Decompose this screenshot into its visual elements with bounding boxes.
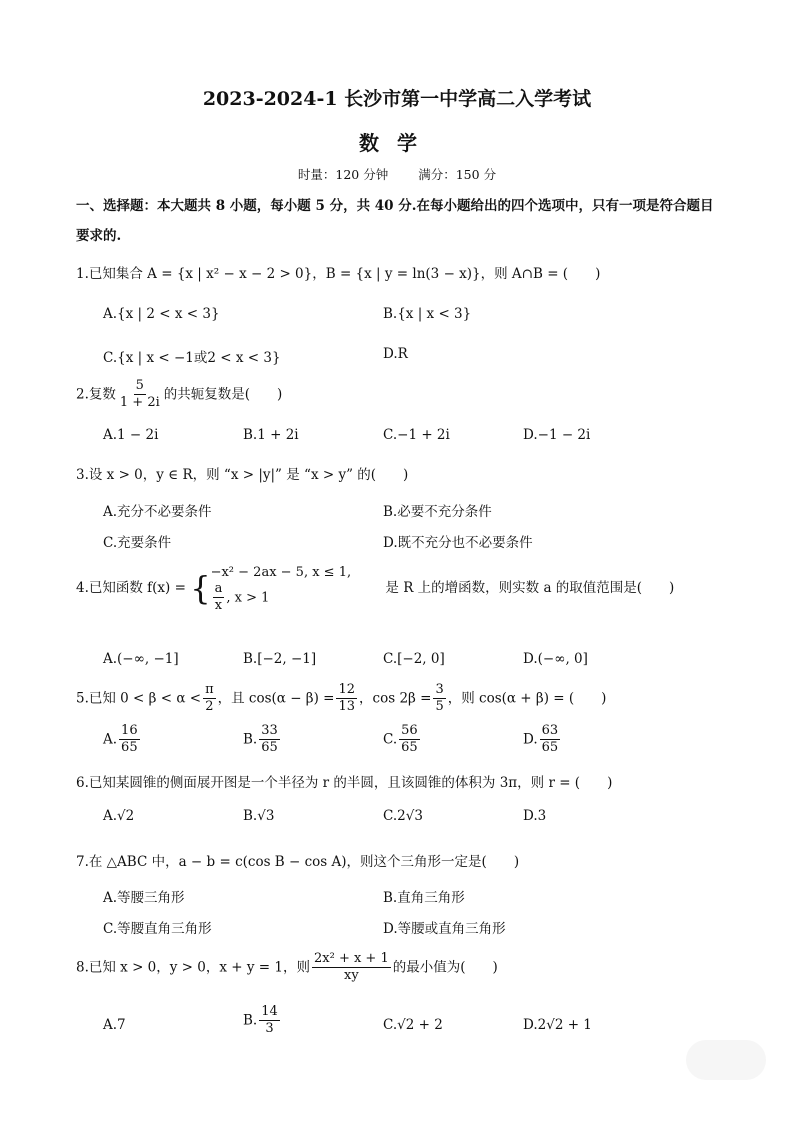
question-5-option-b: B. $\frac{33}{65}$ (243, 723, 278, 756)
question-8-option-d: D.2√2 + 1 (523, 1017, 592, 1033)
question-2-option-b: B.1 + 2i (243, 427, 299, 443)
question-5-option-c: C. $\frac{56}{65}$ (383, 723, 418, 756)
question-1-stem: 1.已知集合 A = {x | x² − x − 2 > 0}，B = {x | y = ln(3 − x)}，则 A∩B = ( ) (76, 266, 601, 282)
question-8-stem: 8.已知 x > 0，y > 0，x + y = 1，则 $\frac{\text{2x² + x + 1}}{xy}$ 的最小值为( ) (76, 951, 498, 984)
watermark-blur (686, 1040, 766, 1080)
question-3-option-b: B.必要不充分条件 (383, 504, 492, 520)
question-6-option-a: A.√2 (103, 808, 135, 824)
question-3-option-d: D.既不充分也不必要条件 (383, 535, 533, 551)
fraction: $\frac{a}{x}$ (214, 580, 223, 613)
question-1-option-c: C.{x | x < −1或2 < x < 3} (103, 350, 281, 366)
question-7-option-c: C.等腰直角三角形 (103, 921, 212, 937)
fraction: $\frac{33}{65}$ (261, 723, 278, 756)
fraction: $\frac{56}{65}$ (401, 723, 418, 756)
left-brace: { (190, 569, 211, 608)
question-1-option-b: B.{x | x < 3} (383, 306, 472, 322)
question-2-option-c: C.−1 + 2i (383, 427, 450, 443)
question-7-option-d: D.等腰或直角三角形 (383, 921, 506, 937)
question-4-option-b: B.[−2, −1] (243, 651, 317, 667)
question-4-option-c: C.[−2, 0] (383, 651, 445, 667)
question-6-option-b: B.√3 (243, 808, 275, 824)
question-5-option-a: A. $\frac{16}{65}$ (103, 723, 138, 756)
fraction: $\frac{14}{3}$ (261, 1004, 278, 1037)
exam-title: 2023-2024-1 长沙市第一中学高二入学考试 (202, 88, 592, 110)
question-3-option-a: A.充分不必要条件 (103, 504, 212, 520)
fraction: $\frac{5}{1 + 2i}$ (119, 378, 160, 411)
fraction: $\frac{\text{2x² + x + 1}}{xy}$ (314, 951, 389, 984)
question-2-option-d: D.−1 − 2i (523, 427, 591, 443)
fraction: $\frac{63}{65}$ (541, 723, 559, 756)
question-2-option-a: A.1 − 2i (103, 427, 159, 443)
question-6-option-c: C.2√3 (383, 808, 423, 824)
question-5-option-d: D. $\frac{63}{65}$ (523, 723, 559, 756)
time-limit: 时量：120 分钟 (297, 167, 389, 182)
section-heading: 一、选择题：本大题共 8 小题，每小题 5 分，共 40 分.在每小题给出的四个选项中，只有一项是符合题目要求的. (76, 198, 714, 244)
fraction: $\frac{12}{13}$ (338, 682, 356, 715)
question-4-option-a: A.(−∞, −1] (103, 651, 179, 667)
question-3-stem: 3.设 x > 0，y ∈ R，则 “x > |y|” 是 “x > y” 的( ) (76, 467, 409, 483)
fraction: $\frac{16}{65}$ (121, 723, 138, 756)
question-7-option-b: B.直角三角形 (383, 890, 465, 906)
question-1-option-d: D.R (383, 346, 408, 362)
question-3-option-c: C.充要条件 (103, 535, 172, 551)
question-8-option-a: A.7 (103, 1017, 126, 1033)
question-5-stem: 5.已知 0 < β < α < $\frac{\pi}{2}$ ，且 cos(α − β) = $\frac{12}{13}$ ，cos 2β = $\frac{3}{5}$ ，则 cos(α + β) = ( ) (76, 682, 607, 715)
question-6-stem: 6.已知某圆锥的侧面展开图是一个半径为 r 的半圆，且该圆锥的体积为 3π，则 r = ( ) (76, 775, 613, 791)
question-4-option-d: D.(−∞, 0] (523, 651, 588, 667)
piecewise-cases: −x² − 2ax − 5, x ≤ 1, $\frac{a}{x}$ , x > 1 (210, 565, 352, 613)
subject-title: 数学 (359, 131, 435, 155)
question-2-stem: 2.复数 $\frac{5}{1 + 2i}$ 的共轭复数是( ) (76, 378, 283, 411)
full-score: 满分：150 分 (418, 167, 497, 182)
exam-meta (0, 165, 794, 183)
question-8-option-c: C.√2 + 2 (383, 1017, 443, 1033)
question-7-stem: 7.在 △ABC 中，a − b = c(cos B − cos A)，则这个三角形一定是( ) (76, 854, 520, 870)
fraction: $\frac{3}{5}$ (435, 682, 444, 715)
question-1-option-a: A.{x | 2 < x < 3} (103, 306, 220, 322)
fraction: $\frac{\pi}{2}$ (205, 682, 214, 715)
question-8-option-b: B. $\frac{14}{3}$ (243, 1004, 278, 1037)
question-6-option-d: D.3 (523, 808, 547, 824)
question-4-stem: 4.已知函数 f(x) = { −x² − 2ax − 5, x ≤ 1, $\frac{a}{x}$ , x > 1 是 R 上的增函数，则实数 a 的取值范围是( ) (76, 565, 675, 613)
question-7-option-a: A.等腰三角形 (103, 890, 185, 906)
